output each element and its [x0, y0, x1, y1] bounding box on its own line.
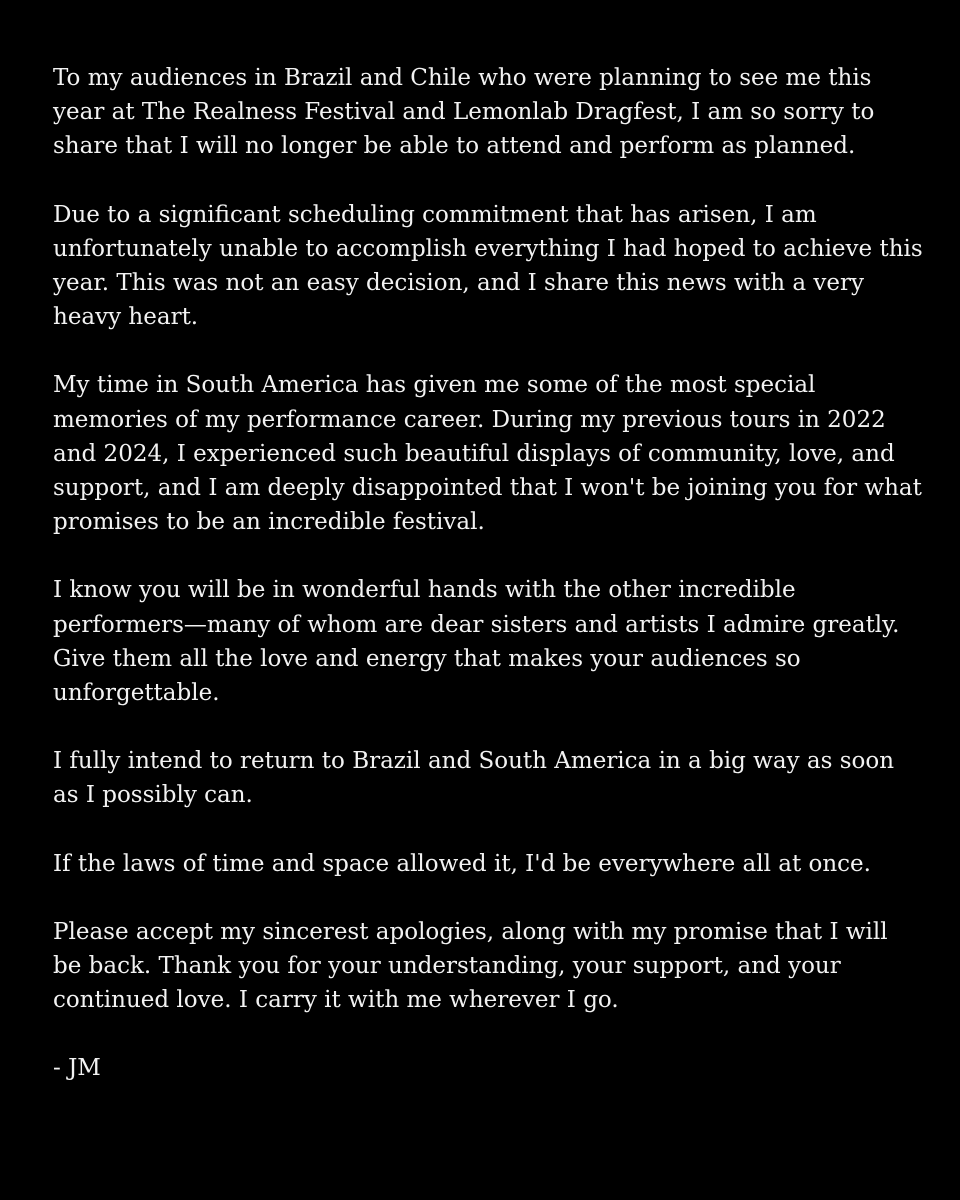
paragraph: I fully intend to return to Brazil and South America in a big way as soon as I possibly can.: [53, 748, 895, 809]
paragraph: I know you will be in wonderful hands with the other incredible performers—many of whom are dear sisters and artists I admire greatly. Give them all the love and energy that makes your audiences so unforgettable.: [53, 577, 900, 707]
paragraph: My time in South America has given me some of the most special memories of my performance career. During my previous tours in 2022 and 2024, I experienced such beautiful displays of community, love, and support, and I am deeply disappointed that I won't be joining you for what promises to be an incredible festival.: [53, 372, 922, 536]
paragraph: Due to a significant scheduling commitment that has arisen, I am unfortunately unable to accomplish everything I had hoped to achieve this year. This was not an easy decision, and I share this news with a very heavy heart.: [53, 201, 923, 331]
paragraph: To my audiences in Brazil and Chile who were planning to see me this year at The Realness Festival and Lemonlab Dragfest, I am so sorry to share that I will no longer be able to attend and perform as planned.: [53, 65, 875, 160]
letter-body: [53, 61, 923, 1086]
paragraph: If the laws of time and space allowed it, I'd be everywhere all at once.: [53, 850, 871, 877]
paragraph: Please accept my sincerest apologies, along with my promise that I will be back. Thank you for your understanding, your support, and your continued love. I carry it with me wherever I go.: [53, 918, 888, 1014]
signature: - JM: [53, 1055, 101, 1082]
